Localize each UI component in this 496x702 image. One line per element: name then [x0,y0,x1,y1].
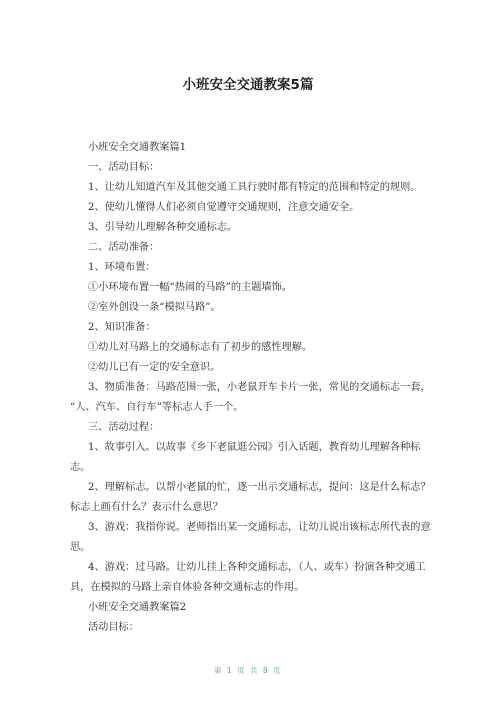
section-heading [70,598,440,618]
paragraph-line: ②幼儿已有一定的安全意识。 [88,362,221,373]
paragraph-line: 3、物质准备：马路范围一张，小老鼠开车卡片一张，常见的交通标志一套， [88,382,431,393]
paragraph [70,338,440,358]
paragraph-line: 活动目标： [88,622,139,633]
paragraph-line: “人、汽车、自行车”等标志人手一个。 [70,402,244,413]
paragraph [70,618,440,638]
paragraph [70,278,440,298]
paragraph [70,378,440,418]
paragraph-line: 1、环境布置： [88,262,156,273]
paragraph-line: 4、游戏：过马路。让幼儿挂上各种交通标志，（人、或车）扮演各种交通工 [88,562,426,573]
paragraph-line: ②室外创设一条“模拟马路”。 [88,302,221,313]
paragraph-line: 3、游戏：我指你说。老师指出某一交通标志，让幼儿说出该标志所代表的意 [88,522,431,533]
document-body [70,138,440,638]
paragraph-line: 三、活动过程： [88,422,160,433]
paragraph-line: 一、活动目标： [88,162,160,173]
paragraph-line: 二、活动准备： [88,242,160,253]
paragraph [70,258,440,278]
paragraph [70,238,440,258]
paragraph-line: ①幼儿对马路上的交通标志有了初步的感性理解。 [88,342,313,353]
paragraph-line: 3、引导幼儿理解各种交通标志。 [88,222,238,233]
paragraph [70,218,440,238]
paragraph-line: 1、让幼儿知道汽车及其他交通工具行驶时都有特定的范围和特定的规则。 [88,182,421,193]
paragraph-line: ①小环境布置一幅“热闹的马路”的主题墙饰。 [88,282,292,293]
paragraph [70,418,440,438]
paragraph [70,358,440,378]
paragraph-line: 1、故事引入。以故事《乡下老鼠逛公园》引入话题，教育幼儿理解各种标 [88,442,421,453]
section-heading [70,138,440,158]
paragraph-line: 标志上画有什么？表示什么意思？ [70,502,223,513]
paragraph-line: 2、理解标志。以帮小老鼠的忙，逐一出示交通标志，提问：这是什么标志？ [88,482,431,493]
paragraph-line: 2、知识准备： [88,322,156,333]
document-title: 小班安全交通教案5篇 [182,77,314,93]
paragraph-line: 2、使幼儿懂得人们必须自觉遵守交通规则，注意交通安全。 [88,202,360,213]
paragraph-line: 志。 [70,462,91,473]
paragraph [70,298,440,318]
paragraph [70,558,440,598]
paragraph-line: 小班安全交通教案篇1 [88,142,187,153]
paragraph [70,198,440,218]
paragraph-line: 小班安全交通教案篇2 [88,602,187,613]
paragraph [70,318,440,338]
paragraph [70,178,440,198]
paragraph [70,478,440,518]
paragraph [70,438,440,478]
paragraph-line: 思。 [70,542,91,553]
paragraph-line: 具，在模拟的马路上亲自体验各种交通标志的作用。 [70,582,305,593]
paragraph [70,158,440,178]
page-indicator: 第 1 页 共 8 页 [214,666,282,675]
paragraph [70,518,440,558]
